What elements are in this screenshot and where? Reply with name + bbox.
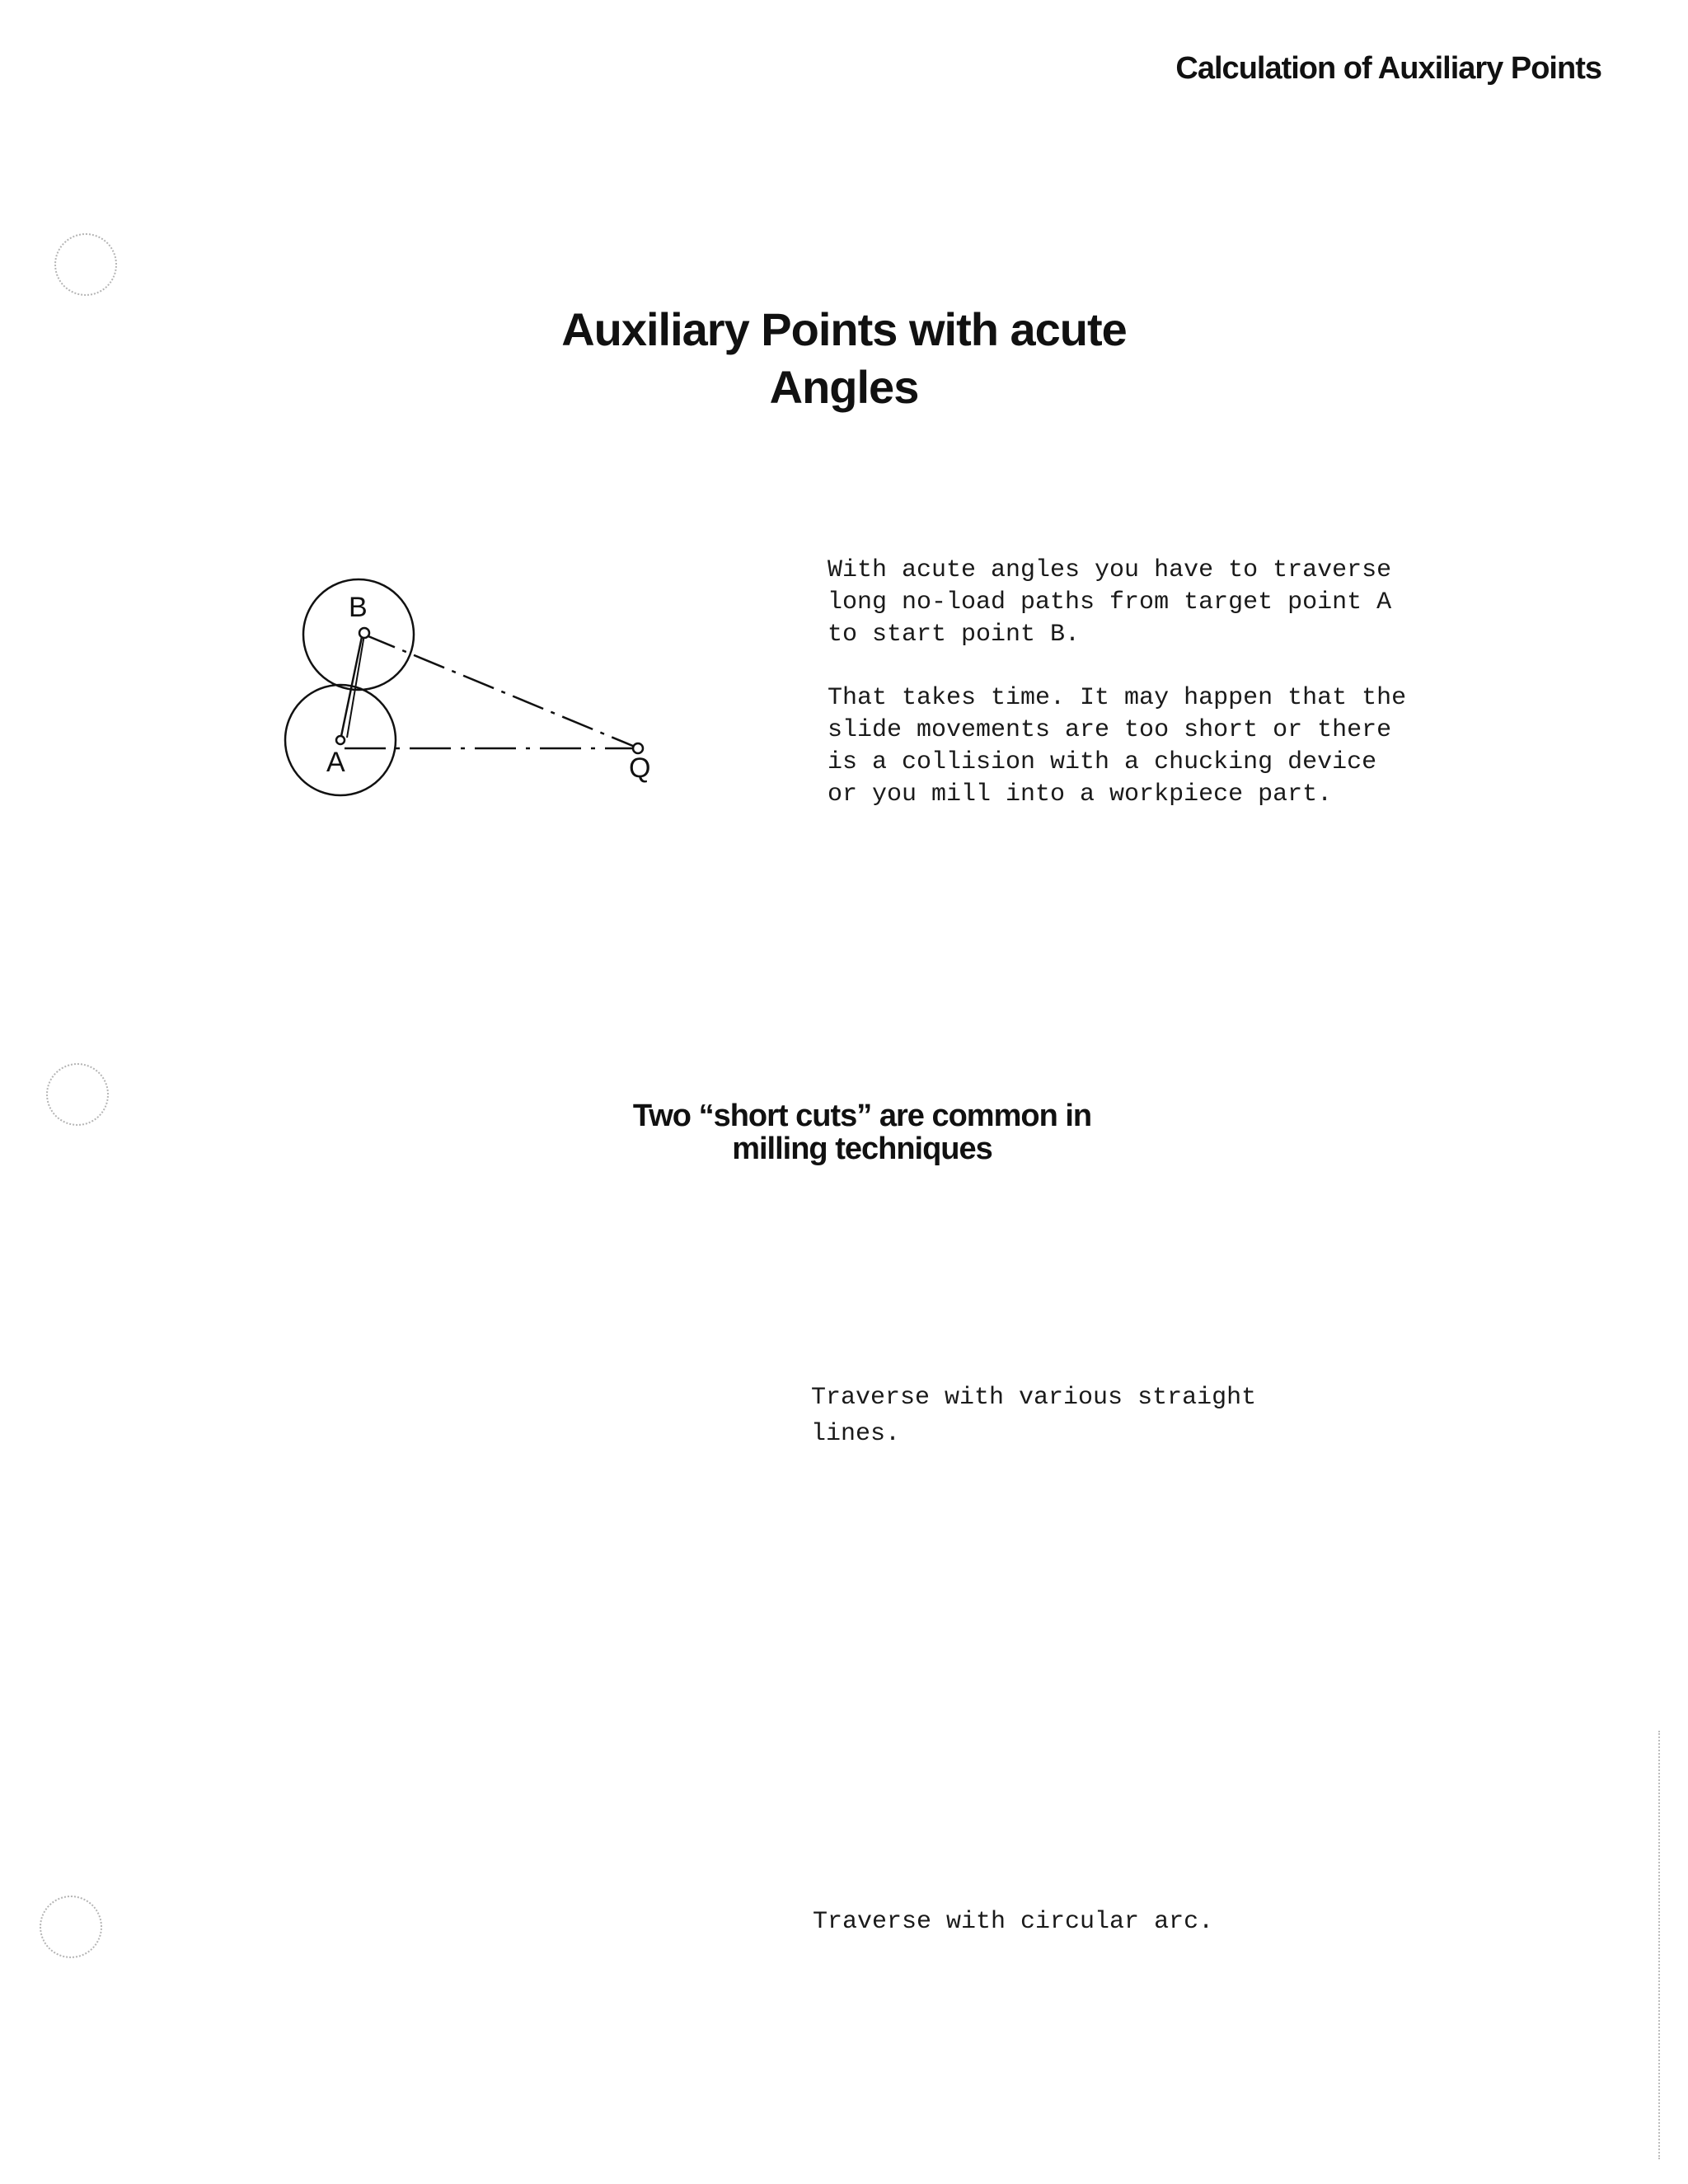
page-title [432, 301, 1256, 416]
title-line-2: Angles [769, 361, 919, 413]
point-a [336, 736, 345, 744]
punch-hole-mark [54, 233, 117, 296]
path-a-to-b-1 [340, 633, 363, 740]
section-heading [541, 1099, 1184, 1165]
running-head: Calculation of Auxiliary Points [1175, 51, 1601, 86]
page-edge-mark [1658, 1731, 1660, 2159]
title-line-1: Auxiliary Points with acute [561, 303, 1127, 355]
shortcut-circular-arc: Traverse with circular arc. [813, 1908, 1214, 1936]
punch-hole-mark [46, 1063, 109, 1126]
label-q: Q [629, 752, 651, 784]
section-heading-line-2: milling techniques [732, 1132, 992, 1166]
intro-paragraph-2: That takes time. It may happen that the slide movements are too short or there is a collision with a chucking device or you mill into a workpiece part. [828, 684, 1407, 808]
acute-angle-diagram [272, 569, 684, 832]
path-b-to-q [364, 635, 639, 748]
point-b [359, 628, 369, 638]
intro-paragraph-1: With acute angles you have to traverse long no-load paths from target point A to start point B. [828, 556, 1392, 649]
punch-hole-mark [40, 1896, 102, 1958]
shortcut-straight-lines: Traverse with various straight lines. [811, 1384, 1257, 1448]
label-a: A [326, 747, 345, 778]
label-b: B [349, 592, 368, 623]
section-heading-line-1: Two “short cuts” are common in [632, 1099, 1092, 1133]
